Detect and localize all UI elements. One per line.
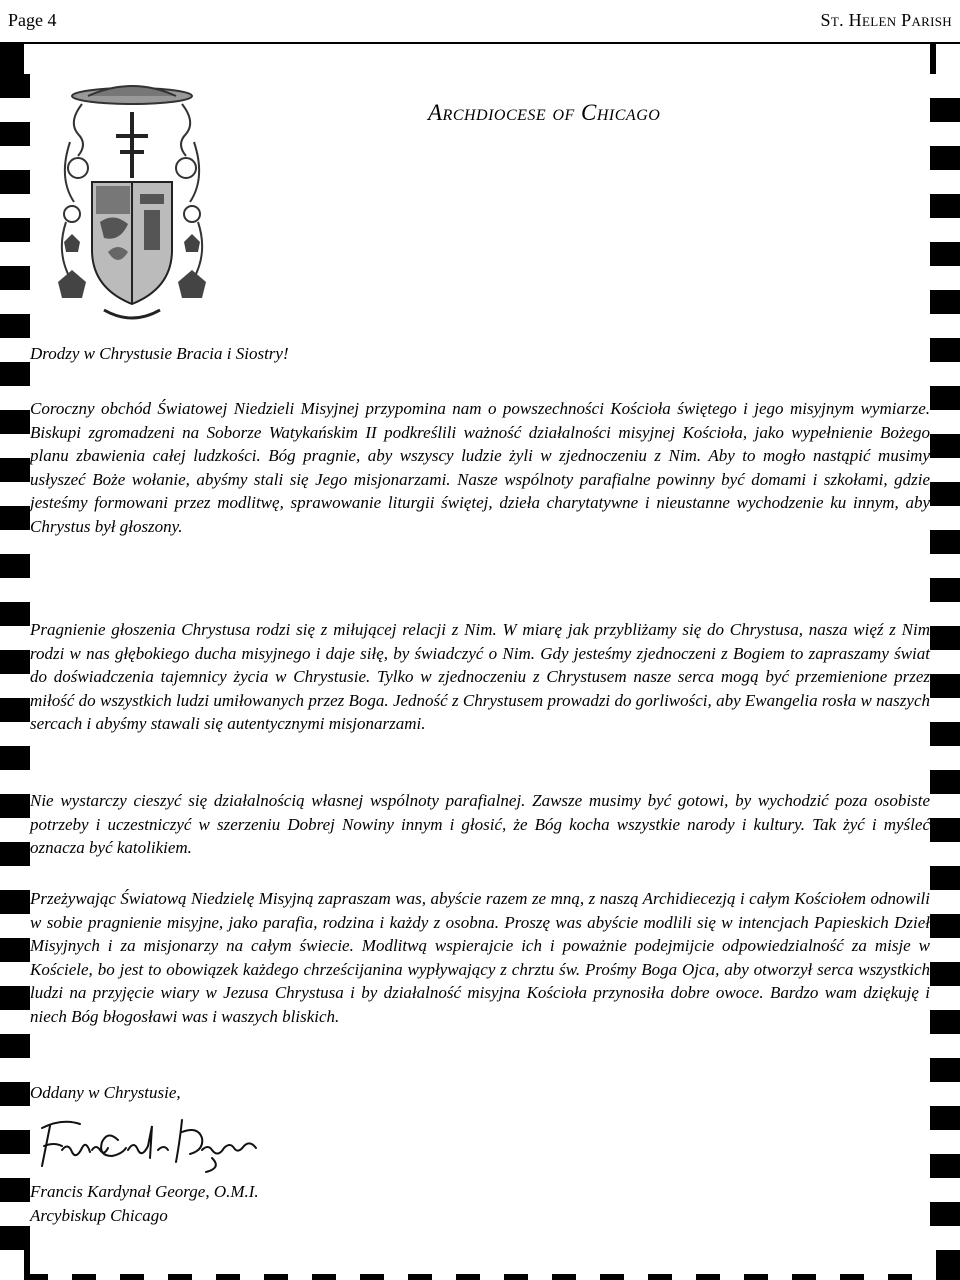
parish-name: St. Helen Parish bbox=[820, 10, 952, 30]
paragraph-4: Przeżywając Światową Niedzielę Misyjną zapraszam was, abyście razem ze mną, z naszą Archidiecezją i całym Kościołem odnowili w sobie pragnienie misyjne, jako parafia, rodzina i każdy z osobna. Proszę was abyście modlili się w intencjach Papieskich Dzieł Misyjnych i za misjonarzy na całym świecie. Modlitwą wspierajcie ich i poważnie podejmijcie odpowiedzialność za misje w Kościele, bo jest to obowiązek każdego chrześcijanina wypływający z chrztu św. Prośmy Boga Ojca, aby otworzył serca wszystkich ludzi na przyjęcie wiary w Jezusa Chrystusa i by działalność misyjna Kościoła przynosiła dobre owoce. Bardzo wam dziękuję i niech Bóg błogosławi was i waszych bliskich. bbox=[30, 889, 930, 1026]
paragraph-1: Coroczny obchód Światowej Niedzieli Misyjnej przypomina nam o powszechności Kościoła świętego i jego misyjnym wymiarze. Biskupi zgromadzeni na Soborze Watykańskim II podkreślili ważność działalności misyjnej Kościoła, jako wypełnienie Bożego planu zbawienia całej ludzkości. Bóg pragnie, aby wszyscy ludzie żyli w zjednoczeniu z Nim. Aby to mogło nastąpić musimy usłyszeć Boże wołanie, abyśmy stali się Jego misjonarzami. Nasze wspólnoty parafialne powinny być domami i szkołami, gdzie jesteśmy formowani przez modlitwę, sprawowanie liturgii świętej, dzieła charytatywne i nieustanne wychodzenie ku innym, aby Chrystus był głoszony. bbox=[30, 399, 930, 536]
letter-greeting bbox=[30, 342, 930, 366]
paragraph-3: Nie wystarczy cieszyć się działalnością własnej wspólnoty parafialnej. Zawsze musimy być gotowi, by wychodzić poza osobiste potrzeby i uczestniczyć w szerzeniu Dobrej Nowiny innym i głosić, że Bóg kocha wszystkie narody i kultury. Tak żyć i myśleć oznacza być katolikiem. bbox=[30, 791, 930, 857]
letter-closing bbox=[30, 1081, 930, 1105]
closing-text: Oddany w Chrystusie, bbox=[30, 1083, 181, 1102]
handwritten-signature bbox=[32, 1110, 272, 1174]
greeting-text: Drodzy w Chrystusie Bracia i Siostry! bbox=[30, 344, 289, 363]
letter-paragraph bbox=[30, 618, 930, 736]
paragraph-2: Pragnienie głoszenia Chrystusa rodzi się z miłującej relacji z Nim. W miarę jak przybliżamy się do Chrystusa, nasza więź z Nim rodzi w nas głębokiego ducha misyjnego i daje siłę, by świadczyć o Nim. Gdy jesteśmy zjednoczeni z Bogiem to zapraszamy świat do doświadczenia tajemnicy życia w Chrystusie. Tylko w zjednoczeniu z Chrystusem nasze serca mogą być przemienione przez miłość do wszystkich ludzi umiłowanych przez Boga. Jedność z Chrystusem prowadzi do gorliwości, aby Ewangelia rosła w naszych sercach i abyśmy stawali się autentycznymi misjonarzami. bbox=[30, 620, 930, 733]
page-header bbox=[0, 0, 960, 44]
letter-paragraph bbox=[30, 397, 930, 538]
letter-content bbox=[30, 44, 930, 1274]
letter-paragraph bbox=[30, 887, 930, 1028]
letterhead-title: Archdiocese of Chicago bbox=[428, 100, 661, 125]
letter-paragraph bbox=[30, 789, 930, 860]
coat-of-arms-icon bbox=[48, 82, 216, 332]
signer-name: Francis Kardynał George, O.M.I. bbox=[30, 1182, 259, 1201]
signer-title: Arcybiskup Chicago bbox=[30, 1205, 168, 1225]
page-number: Page 4 bbox=[8, 10, 57, 30]
signer-block bbox=[30, 1180, 930, 1227]
